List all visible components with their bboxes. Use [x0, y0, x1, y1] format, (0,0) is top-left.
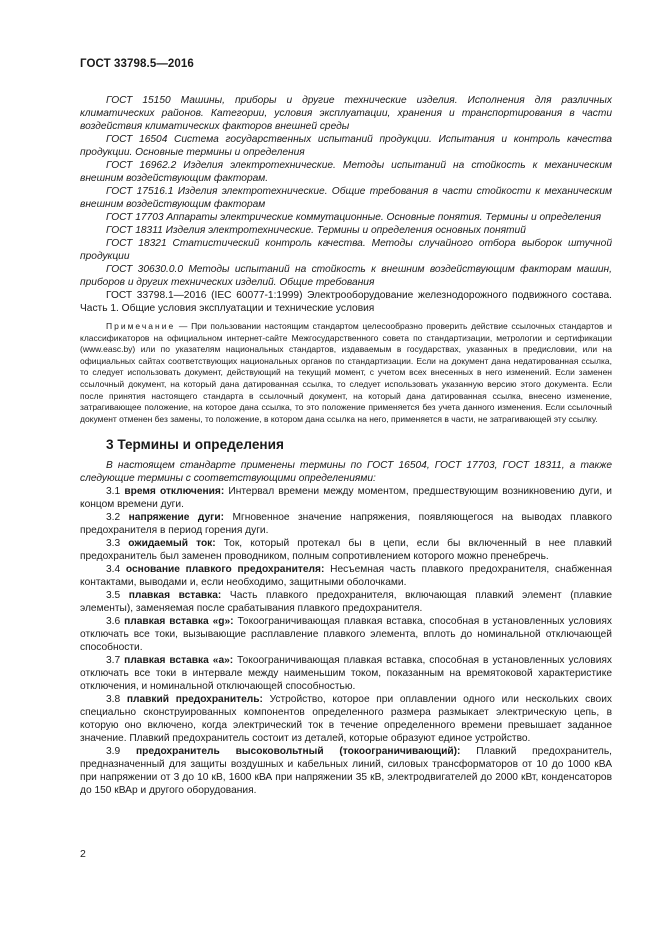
term-text: Плавкий предохранитель, предназначенный для защиты воздушных и кабельных линий, силовых трансформаторов от 10 до 1000 кВА при напряжении от 3 до 10 кВ, 1600 кВА при напряжении 35 кВ, электродвигателей до 2000 кВт, конденсаторов до 150 кВАр и другого оборудования.	[80, 746, 612, 797]
note-text: — При пользовании настоящим стандартом целесообразно проверить действие ссылочных стандартов и классификаторов на официальном интернет-сайте Межгосударственного совета по стандартизации, метрологии и сертификации (www.easc.by) или по указателям национальных стандартов, издаваемым в государствах, указанных в предисловии, или на официальных сайтах соответствующих национальных органов по стандартизации. Если на документ дана недатированная ссылка, то следует использовать документ, действующий на текущий момент, с учетом всех внесенных в него изменений. Если заменен ссылочный документ, на который дана датированная ссылка, то следует использовать указанную версию этого документа. Если после принятия настоящего стандарта в ссылочный документ, на который дана датированная ссылка, внесено изменение, затрагивающее положение, на которое дана ссылка, то это положение применяется без учета данного изменения. Если ссылочный документ отменен без замены, то положение, в котором дана ссылка на него, применяется в части, не затрагивающей эту ссылку.	[80, 321, 612, 424]
section-title: 3 Термины и определения	[106, 437, 284, 453]
term-name: плавкий предохранитель:	[126, 694, 263, 706]
term-definition	[80, 537, 612, 563]
term-text: Мгновенное значение напряжения, появляющегося на выводах плавкого предохранителя в период горения дуги.	[80, 512, 613, 537]
reference-item: ГОСТ 30630.0.0 Методы испытаний на стойкость к внешним воздействующим факторам машин, приборов и других технических изделий. Общие требования	[80, 264, 612, 288]
reference-item: ГОСТ 16504 Система государственных испытаний продукции. Испытания и контроль качества продукции. Основные термины и определения	[80, 134, 612, 158]
term-name: плавкая вставка «g»:	[124, 616, 234, 628]
term-definition	[80, 615, 612, 654]
term-name: основание плавкого предохранителя:	[125, 564, 325, 576]
term-number: 3.4	[106, 564, 121, 576]
note-label: Примечание	[106, 321, 176, 331]
term-definition	[80, 745, 612, 797]
term-name: напряжение дуги:	[128, 512, 225, 524]
term-number: 3.8	[106, 694, 121, 706]
term-definition	[80, 511, 612, 537]
term-definition	[80, 589, 612, 615]
document-header-code: ГОСТ 33798.5—2016	[80, 58, 194, 70]
term-number: 3.9	[106, 746, 121, 758]
reference-item: ГОСТ 33798.1—2016 (IEC 60077-1:1999) Электрооборудование железнодорожного подвижного состава. Часть 1. Общие условия эксплуатации и технические условия	[80, 290, 612, 314]
term-definition	[80, 563, 612, 589]
term-number: 3.6	[106, 616, 121, 628]
term-text: Часть плавкого предохранителя, включающая плавкий элемент (плавкие элементы), заменяемая после срабатывания плавкого предохранителя.	[80, 590, 613, 615]
term-definition	[80, 654, 612, 693]
term-name: время отключения:	[124, 486, 225, 498]
term-name: ожидаемый ток:	[128, 538, 216, 550]
term-name: плавкая вставка «а»:	[124, 655, 234, 667]
reference-item: ГОСТ 18321 Статистический контроль качества. Методы случайного отбора выборок штучной продукции	[80, 238, 612, 262]
reference-item: ГОСТ 18311 Изделия электротехнические. Термины и определения основных понятий	[106, 225, 526, 236]
term-number: 3.5	[106, 590, 121, 602]
term-number: 3.3	[106, 538, 121, 550]
reference-item: ГОСТ 17516.1 Изделия электротехнические. Общие требования в части стойкости к механическим внешним воздействующим факторам	[80, 186, 612, 210]
term-name: предохранитель высоковольтный (токоограничивающий):	[135, 746, 461, 758]
term-definition	[80, 485, 612, 511]
term-number: 3.1	[106, 486, 121, 498]
page-number: 2	[80, 848, 86, 860]
term-text: Несъемная часть плавкого предохранителя, снабженная контактами, выводами и, если необходимо, защитными оболочками.	[80, 564, 612, 589]
term-definition	[80, 693, 612, 745]
term-name: плавкая вставка:	[128, 590, 222, 602]
note-paragraph	[80, 321, 612, 425]
term-text: Ток, который протекал бы в цепи, если бы включенный в нее плавкий предохранитель был заменен проводником, полным сопротивлением которого можно пренебречь.	[80, 538, 612, 563]
reference-item: ГОСТ 17703 Аппараты электрические коммутационные. Основные понятия. Термины и определения	[106, 212, 602, 223]
reference-item: ГОСТ 16962.2 Изделия электротехнические. Методы испытаний на стойкость к механическим внешним воздействующим факторам.	[80, 160, 612, 184]
section-intro: В настоящем стандарте применены термины по ГОСТ 16504, ГОСТ 17703, ГОСТ 18311, а также следующие термины с соответствующими определениями:	[80, 460, 612, 485]
page-content	[80, 94, 612, 797]
term-text: Токоограничивающая плавкая вставка, способная в установленных условиях отключать все токи в интервале между наименьшим током, показанным на времятоковой характеристике отключения, и номинальной отключающей способностью.	[80, 655, 612, 693]
term-text: Токоограничивающая плавкая вставка, способная в установленных условиях отключать все токи, вызывающие расплавление плавкого элемента, вплоть до номинальной отключающей способности.	[80, 616, 612, 654]
term-text: Устройство, которое при оплавлении одного или нескольких своих специально сконструированных компонентов определенного размера размыкает электрическую цепь, в которую оно включено, когда электрический ток в течение определенного времени превышает заданное значение. Плавкий предохранитель состоит из деталей, которые образуют единое устройство.	[80, 694, 612, 745]
term-number: 3.7	[106, 655, 121, 667]
term-text: Интервал времени между моментом, предшествующим возникновению дуги, и концом времени дуги.	[80, 486, 612, 511]
term-number: 3.2	[106, 512, 121, 524]
reference-item: ГОСТ 15150 Машины, приборы и другие технические изделия. Исполнения для различных климатических районов. Категории, условия эксплуатации, хранения и транспортирования в части воздействия климатических факторов внешней среды	[80, 95, 612, 132]
